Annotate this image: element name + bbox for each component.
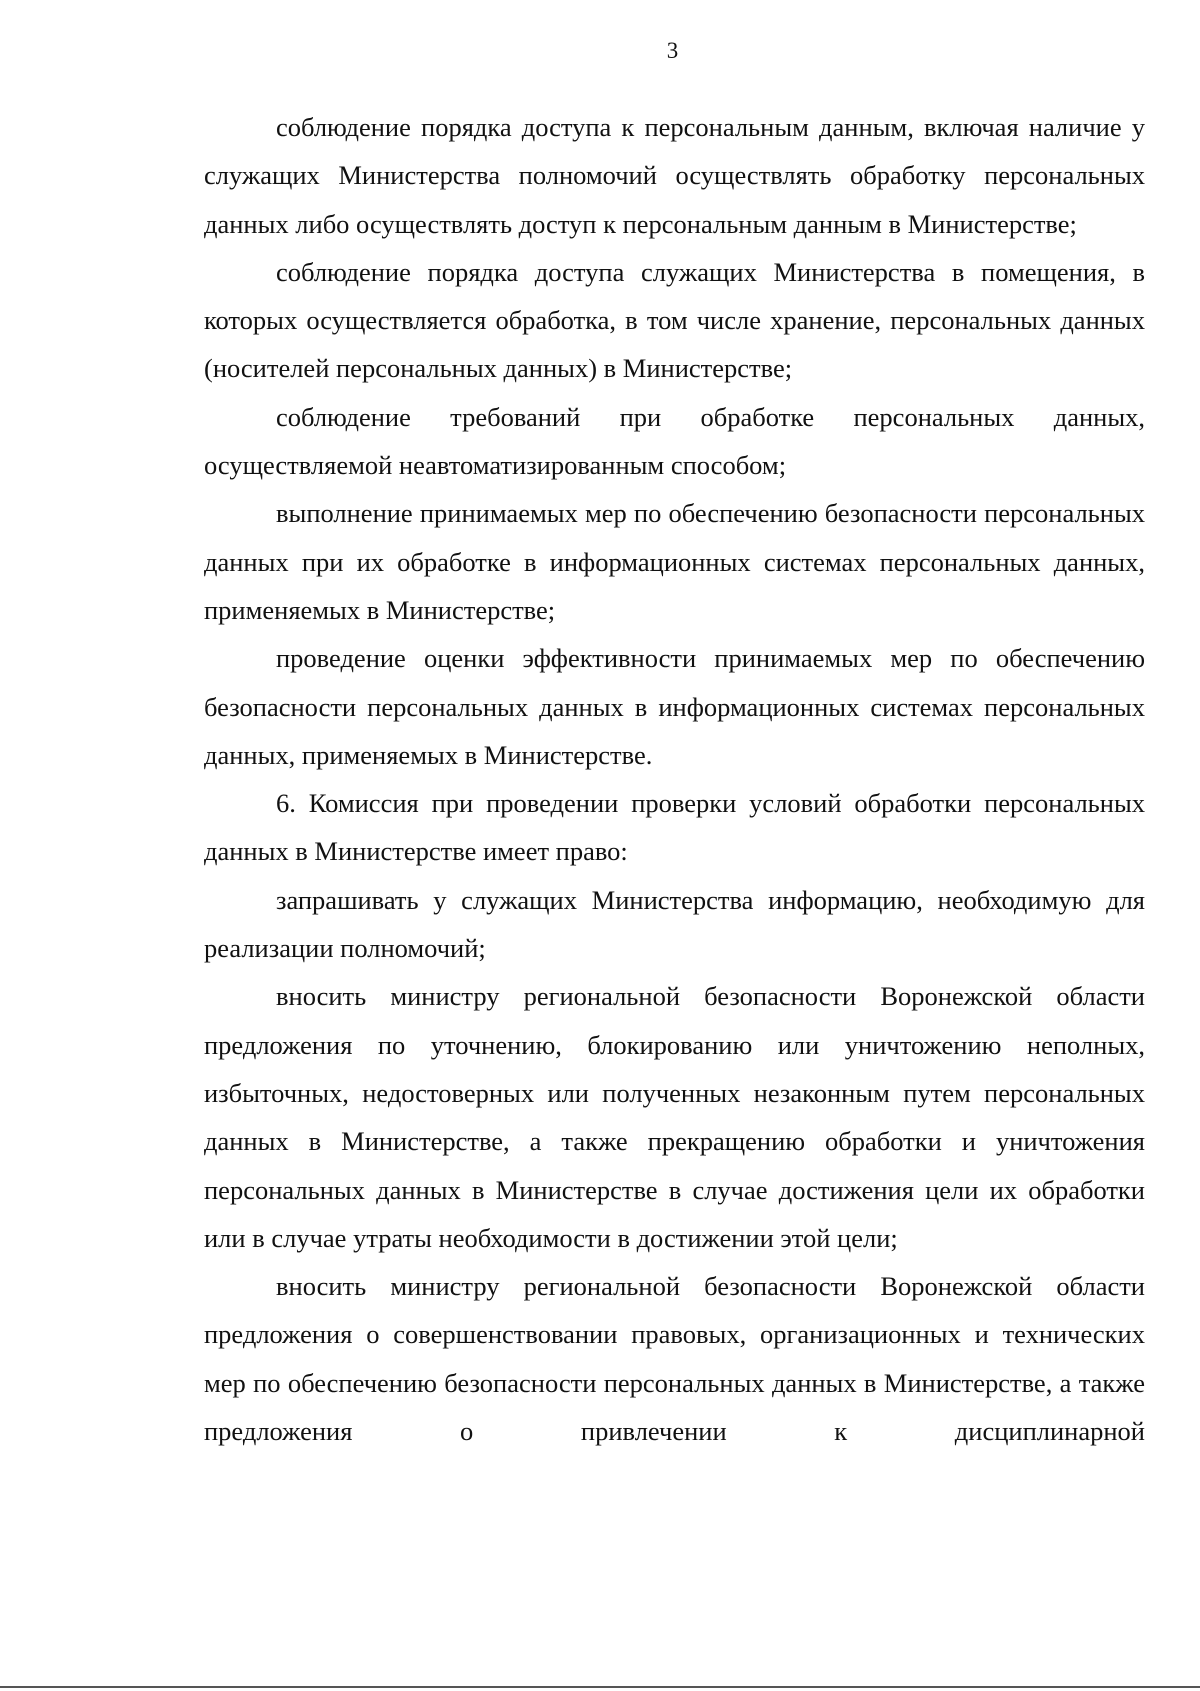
page-bottom-divider: [0, 1686, 1200, 1688]
paragraph-access-order: соблюдение порядка доступа к персональным данным, включая наличие у служащих Министерства полномочий осуществлять обработку персональных данных либо осуществлять доступ к персональным данным в Министерстве;: [204, 112, 1145, 239]
paragraph-premises-access: соблюдение порядка доступа служащих Министерства в помещения, в которых осуществляется обработка, в том числе хранение, персональных данных (носителей персональных данных) в Министерстве;: [204, 256, 1145, 384]
paragraph-proposals-improvement: вносить министру региональной безопасности Воронежской области предложения о совершенствовании правовых, организационных и технических мер по обеспечению безопасности персональных данных в Министерстве, а также предложения о привлечении к дисциплинарной: [204, 1271, 1145, 1447]
paragraph-security-measures: выполнение принимаемых мер по обеспечению безопасности персональных данных при их обработке в информационных системах персональных данных, применяемых в Министерстве;: [204, 498, 1145, 625]
paragraph-effectiveness-assessment: проведение оценки эффективности принимаемых мер по обеспечению безопасности персональных данных в информационных системах персональных данных, применяемых в Министерстве.: [204, 643, 1145, 770]
paragraph-non-automated-processing: соблюдение требований при обработке персональных данных, осуществляемой неавтоматизированным способом;: [204, 401, 1145, 481]
paragraph-request-information: запрашивать у служащих Министерства информацию, необходимую для реализации полномочий;: [204, 884, 1145, 964]
paragraph-commission-rights: 6. Комиссия при проведении проверки условий обработки персональных данных в Министерстве имеет право:: [204, 788, 1145, 867]
document-body: [204, 103, 1145, 1455]
page-number: 3: [666, 38, 679, 63]
paragraph-proposals-clarification: вносить министру региональной безопасности Воронежской области предложения по уточнению, блокированию или уничтожению неполных, избыточных, недостоверных или полученных незаконным путем персональных данных в Министерстве, а также прекращению обработки и уничтожения персональных данных в Министерстве в случае достижения цели их обработки или в случае утраты необходимости в достижении этой цели;: [204, 981, 1145, 1253]
